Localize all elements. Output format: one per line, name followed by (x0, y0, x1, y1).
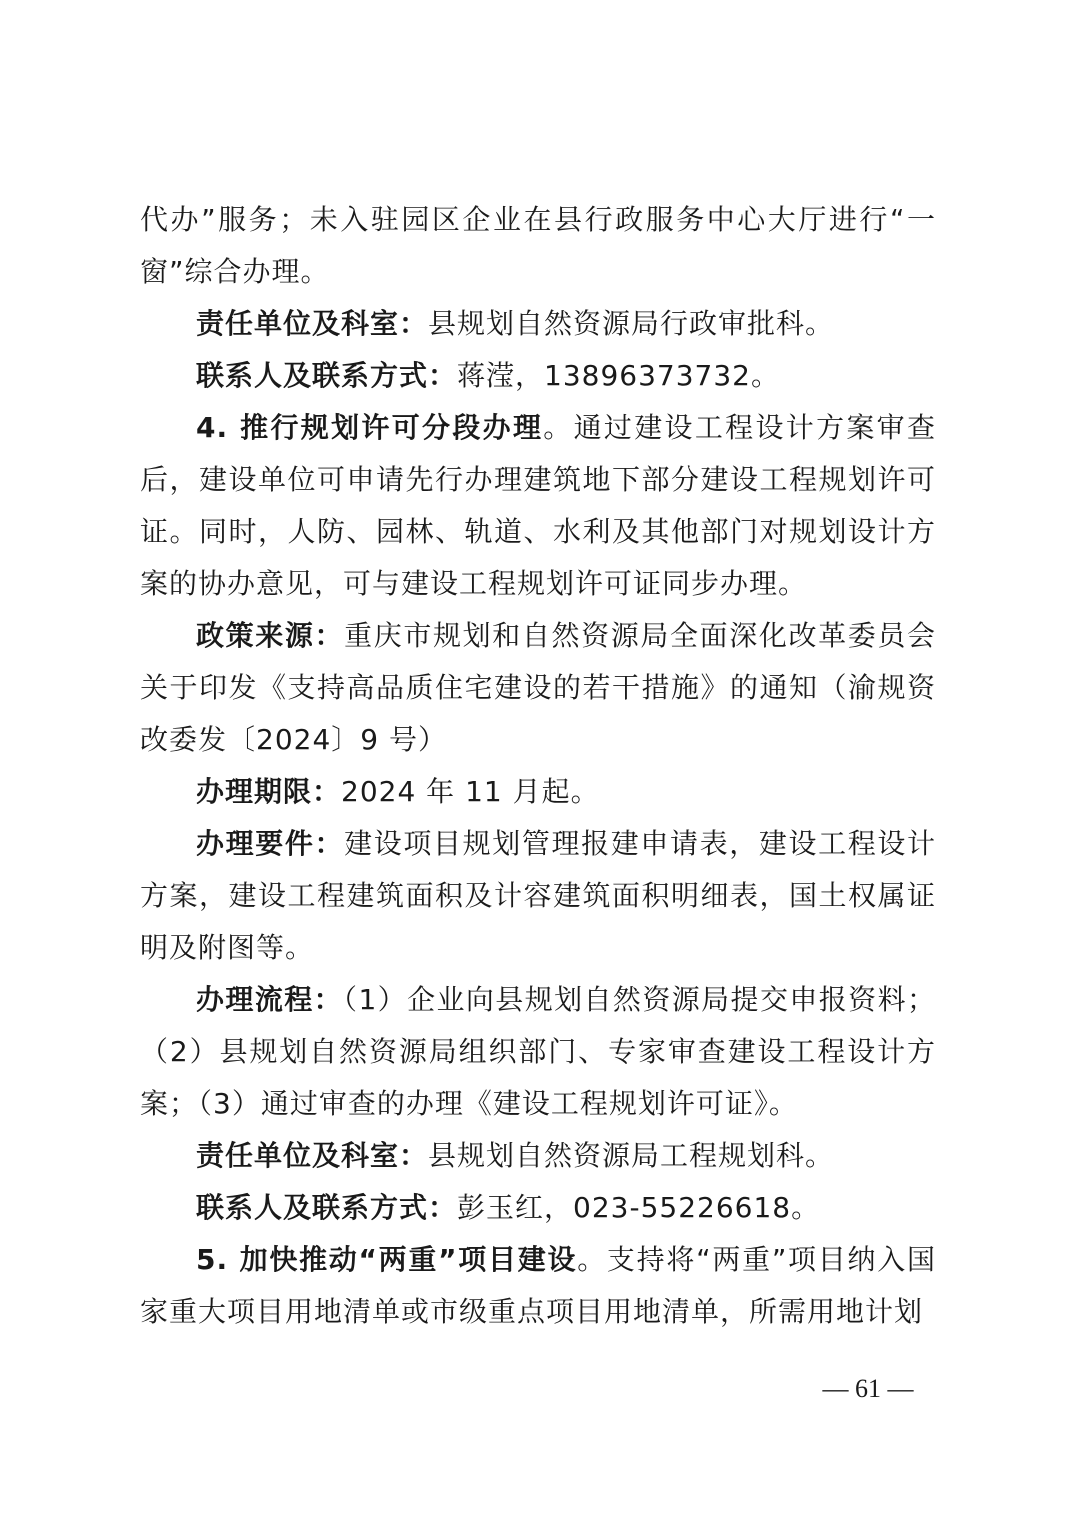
paragraph-text: 彭玉红，023-55226618。 (457, 1191, 821, 1224)
paragraph-deadline (140, 766, 936, 818)
paragraph-service-note (140, 194, 936, 298)
paragraph-text: 。支持将“两重”项目纳入国家重大项目用地清单或市级重点项目用地清单，所需用地计划 (140, 1243, 936, 1328)
paragraph-label: 办理要件： (196, 827, 345, 860)
paragraph-text: 县规划自然资源局行政审批科。 (428, 307, 835, 340)
paragraph-requirements (140, 818, 936, 974)
paragraph-text: 重庆市规划和自然资源局全面深化改革委员会关于印发《支持高品质住宅建设的若干措施》的通知（渝规资改委发〔2024〕9 号） (140, 619, 936, 756)
paragraph-text: 2024 年 11 月起。 (341, 775, 600, 808)
paragraph-text: 建设项目规划管理报建申请表，建设工程设计方案，建设工程建筑面积及计容建筑面积明细表，国土权属证明及附图等。 (140, 827, 936, 964)
paragraph-responsible-unit-2 (140, 1130, 936, 1182)
paragraph-label: 5. 加快推动“两重”项目建设 (196, 1243, 578, 1276)
paragraph-policy-source (140, 610, 936, 766)
paragraph-label: 政策来源： (196, 619, 345, 652)
paragraph-label: 责任单位及科室： (196, 307, 429, 340)
paragraph-label: 办理流程： (196, 983, 344, 1016)
paragraph-label: 责任单位及科室： (196, 1139, 429, 1172)
paragraph-label: 办理期限： (196, 775, 342, 808)
paragraph-label: 4. 推行规划许可分段办理 (196, 411, 544, 444)
paragraph-procedure (140, 974, 936, 1130)
page-number: — 61 — (822, 1374, 914, 1403)
paragraph-item-4 (140, 402, 936, 610)
paragraph-text: 代办”服务；未入驻园区企业在县行政服务中心大厅进行“一窗”综合办理。 (140, 203, 936, 288)
paragraph-text: 。通过建设工程设计方案审查后，建设单位可申请先行办理建筑地下部分建设工程规划许可证。同时，人防、园林、轨道、水利及其他部门对规划设计方案的协办意见，可与建设工程规划许可证同步办理。 (140, 411, 936, 600)
paragraph-contact-2 (140, 1182, 936, 1234)
paragraph-item-5 (140, 1234, 936, 1338)
paragraph-text: 县规划自然资源局工程规划科。 (428, 1139, 835, 1172)
paragraph-label: 联系人及联系方式： (196, 1191, 458, 1224)
paragraph-contact (140, 350, 936, 402)
document-body (140, 194, 936, 1338)
paragraph-responsible-unit (140, 298, 936, 350)
paragraph-label: 联系人及联系方式： (196, 359, 458, 392)
paragraph-text: （1）企业向县规划自然资源局提交申报资料；（2）县规划自然资源局组织部门、专家审查建设工程设计方案；（3）通过审查的办理《建设工程规划许可证》。 (140, 983, 936, 1120)
paragraph-text: 蒋滢，13896373732。 (457, 359, 780, 392)
